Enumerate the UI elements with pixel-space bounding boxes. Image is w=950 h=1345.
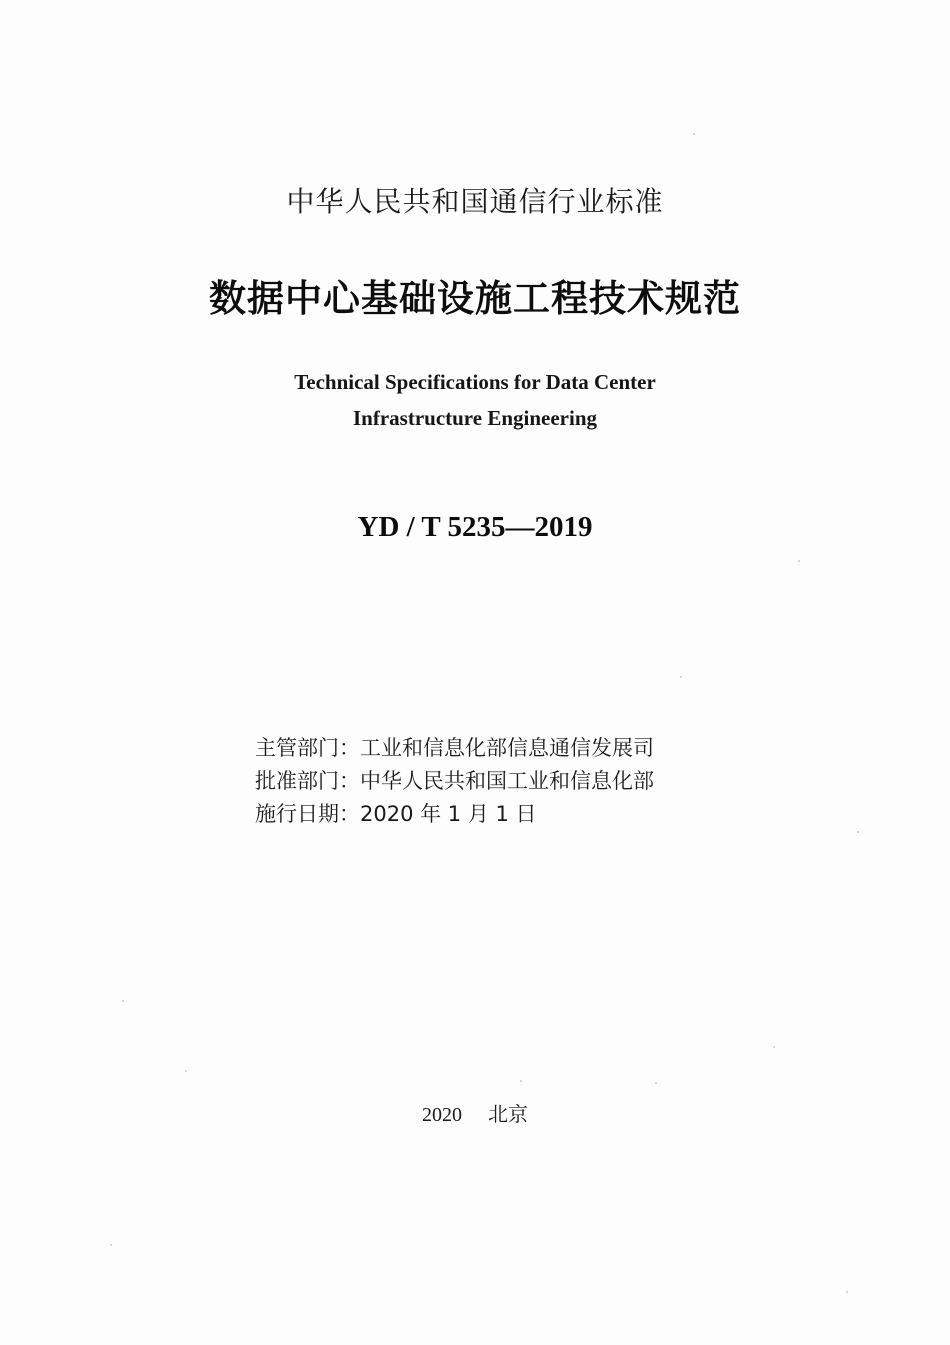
document-title-english-line1: Technical Specifications for Data Center: [294, 370, 656, 394]
scan-speck: [122, 1000, 124, 1002]
scan-speck: [520, 1080, 522, 1082]
standard-code: YD / T 5235—2019: [357, 511, 593, 543]
approval-dept-label: 批准部门：: [255, 769, 360, 793]
approval-dept-value: 中华人民共和国工业和信息化部: [360, 769, 654, 793]
scan-speck: [185, 1070, 187, 1072]
publication-year: 2020: [422, 1104, 462, 1126]
competent-dept-value: 工业和信息化部信息通信发展司: [360, 736, 654, 760]
approval-dept-row: [255, 765, 654, 798]
scan-speck: [693, 133, 695, 135]
document-title-english-line2: Infrastructure Engineering: [352, 406, 597, 430]
effective-date-value: 2020 年 1 月 1 日: [360, 802, 537, 826]
industry-standard-heading: 中华人民共和国通信行业标准: [286, 185, 664, 218]
competent-dept-row: [255, 732, 654, 765]
document-title-chinese: 数据中心基础设施工程技术规范: [209, 277, 741, 320]
scan-speck: [846, 1291, 848, 1293]
scan-speck: [773, 1046, 775, 1048]
competent-dept-label: 主管部门：: [255, 736, 360, 760]
publication-footer: [0, 1098, 950, 1127]
scan-speck: [798, 560, 800, 562]
scan-speck: [655, 1082, 657, 1084]
scan-speck: [857, 831, 859, 833]
scan-speck: [680, 676, 682, 678]
effective-date-row: [255, 798, 654, 831]
publication-city: 北京: [488, 1102, 528, 1126]
publication-info: [255, 732, 654, 831]
scan-speck: [110, 1244, 112, 1246]
effective-date-label: 施行日期：: [255, 802, 360, 826]
